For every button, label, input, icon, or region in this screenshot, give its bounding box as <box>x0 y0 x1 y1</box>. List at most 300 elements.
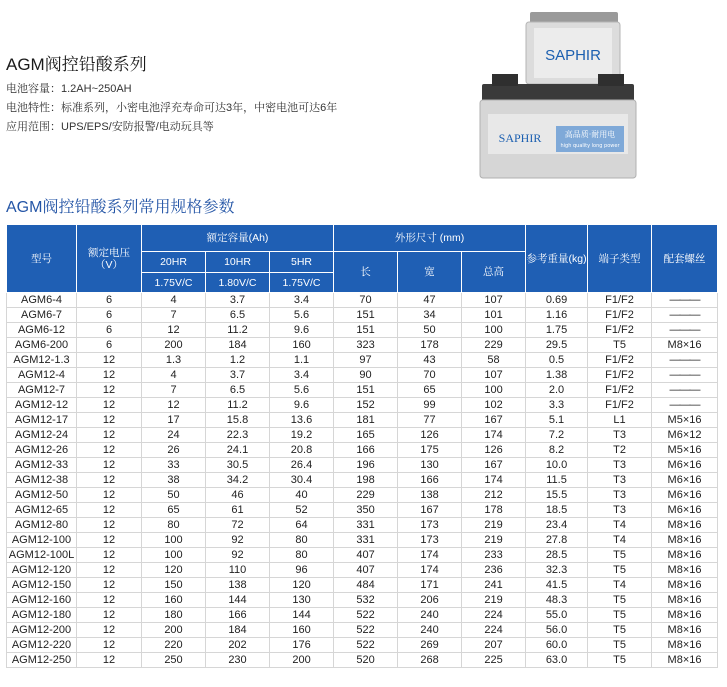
cell-height: 229 <box>462 338 526 353</box>
cell-width: 99 <box>398 398 462 413</box>
table-row <box>7 593 718 608</box>
cell-cap-10hr: 11.2 <box>206 398 270 413</box>
cell-model: AGM12-220 <box>7 638 77 653</box>
cell-cap-20hr: 12 <box>142 323 206 338</box>
cell-length: 90 <box>334 368 398 383</box>
cell-weight: 56.0 <box>526 623 588 638</box>
cell-length: 70 <box>334 293 398 308</box>
cell-terminal: T5 <box>588 638 652 653</box>
cell-cap-20hr: 50 <box>142 488 206 503</box>
cell-cap-20hr: 17 <box>142 413 206 428</box>
cell-length: 532 <box>334 593 398 608</box>
cell-cap-10hr: 144 <box>206 593 270 608</box>
cell-voltage: 12 <box>77 653 142 668</box>
cell-length: 166 <box>334 443 398 458</box>
cell-width: 47 <box>398 293 462 308</box>
cell-cap-10hr: 72 <box>206 518 270 533</box>
cell-screw: ——— <box>652 323 718 338</box>
cell-width: 126 <box>398 428 462 443</box>
cell-height: 178 <box>462 503 526 518</box>
cell-cap-10hr: 3.7 <box>206 368 270 383</box>
cell-model: AGM12-65 <box>7 503 77 518</box>
cell-model: AGM12-17 <box>7 413 77 428</box>
cell-length: 407 <box>334 548 398 563</box>
cell-cap-20hr: 150 <box>142 578 206 593</box>
cell-width: 173 <box>398 533 462 548</box>
cell-cap-5hr: 13.6 <box>270 413 334 428</box>
cell-voltage: 6 <box>77 308 142 323</box>
table-row <box>7 533 718 548</box>
section-title: AGM阀控铅酸系列常用规格参数 <box>6 199 235 216</box>
spec-table-body <box>7 293 718 668</box>
cell-weight: 48.3 <box>526 593 588 608</box>
cell-model: AGM6-12 <box>7 323 77 338</box>
cell-width: 240 <box>398 608 462 623</box>
cell-weight: 3.3 <box>526 398 588 413</box>
cell-terminal: F1/F2 <box>588 308 652 323</box>
cell-weight: 63.0 <box>526 653 588 668</box>
col-dimensions: 外形尺寸 (mm) <box>334 225 526 252</box>
cell-width: 65 <box>398 383 462 398</box>
cell-voltage: 12 <box>77 518 142 533</box>
cell-weight: 11.5 <box>526 473 588 488</box>
cell-height: 241 <box>462 578 526 593</box>
cell-screw: M8×16 <box>652 638 718 653</box>
cell-cap-10hr: 230 <box>206 653 270 668</box>
cell-width: 43 <box>398 353 462 368</box>
cell-width: 175 <box>398 443 462 458</box>
cell-screw: ——— <box>652 308 718 323</box>
cell-terminal: T5 <box>588 338 652 353</box>
cell-length: 407 <box>334 563 398 578</box>
cell-weight: 1.16 <box>526 308 588 323</box>
col-screw: 配套螺丝 <box>652 225 718 293</box>
cell-cap-5hr: 130 <box>270 593 334 608</box>
cell-width: 130 <box>398 458 462 473</box>
col-weight: 参考重量(kg) <box>526 225 588 293</box>
cell-cap-10hr: 184 <box>206 623 270 638</box>
cell-terminal: F1/F2 <box>588 383 652 398</box>
col-model: 型号 <box>7 225 77 293</box>
cell-model: AGM12-100 <box>7 533 77 548</box>
cell-voltage: 12 <box>77 533 142 548</box>
cell-voltage: 12 <box>77 563 142 578</box>
cell-cap-20hr: 220 <box>142 638 206 653</box>
cell-cap-5hr: 3.4 <box>270 368 334 383</box>
cell-length: 323 <box>334 338 398 353</box>
col-width: 宽 <box>398 252 462 293</box>
cell-width: 269 <box>398 638 462 653</box>
col-10hr-voltage: 1.80V/C <box>206 273 270 293</box>
cell-terminal: T2 <box>588 443 652 458</box>
cell-terminal: T5 <box>588 623 652 638</box>
cell-length: 152 <box>334 398 398 413</box>
cell-model: AGM12-50 <box>7 488 77 503</box>
cell-width: 138 <box>398 488 462 503</box>
cell-terminal: T3 <box>588 473 652 488</box>
cell-cap-5hr: 3.4 <box>270 293 334 308</box>
cell-terminal: T3 <box>588 503 652 518</box>
spec-table <box>6 224 718 668</box>
cell-voltage: 12 <box>77 548 142 563</box>
cell-terminal: T3 <box>588 488 652 503</box>
cell-cap-20hr: 33 <box>142 458 206 473</box>
cell-voltage: 12 <box>77 383 142 398</box>
table-row <box>7 548 718 563</box>
cell-height: 212 <box>462 488 526 503</box>
cell-cap-10hr: 15.8 <box>206 413 270 428</box>
cell-cap-10hr: 92 <box>206 533 270 548</box>
cell-length: 151 <box>334 323 398 338</box>
cell-cap-5hr: 9.6 <box>270 398 334 413</box>
cell-model: AGM12-33 <box>7 458 77 473</box>
cell-model: AGM12-160 <box>7 593 77 608</box>
col-length: 长 <box>334 252 398 293</box>
cell-width: 206 <box>398 593 462 608</box>
cell-length: 151 <box>334 383 398 398</box>
cell-cap-20hr: 100 <box>142 548 206 563</box>
col-10hr: 10HR <box>206 252 270 273</box>
cell-screw: M5×16 <box>652 413 718 428</box>
cell-screw: M8×16 <box>652 623 718 638</box>
cell-weight: 1.75 <box>526 323 588 338</box>
spec-capacity: 电池容量：1.2AH~250AH <box>6 83 132 95</box>
col-20hr: 20HR <box>142 252 206 273</box>
cell-length: 522 <box>334 608 398 623</box>
cell-height: 126 <box>462 443 526 458</box>
cell-voltage: 12 <box>77 593 142 608</box>
cell-cap-20hr: 4 <box>142 293 206 308</box>
cell-screw: M8×16 <box>652 608 718 623</box>
cell-model: AGM6-200 <box>7 338 77 353</box>
cell-width: 167 <box>398 503 462 518</box>
cell-cap-20hr: 7 <box>142 383 206 398</box>
cell-cap-10hr: 184 <box>206 338 270 353</box>
cell-weight: 41.5 <box>526 578 588 593</box>
cell-height: 100 <box>462 323 526 338</box>
cell-cap-10hr: 34.2 <box>206 473 270 488</box>
cell-cap-20hr: 200 <box>142 338 206 353</box>
col-20hr-voltage: 1.75V/C <box>142 273 206 293</box>
small-battery-brand: SAPHIR <box>545 47 601 64</box>
col-5hr-voltage: 1.75V/C <box>270 273 334 293</box>
cell-model: AGM12-1.3 <box>7 353 77 368</box>
cell-weight: 29.5 <box>526 338 588 353</box>
cell-length: 165 <box>334 428 398 443</box>
table-row <box>7 353 718 368</box>
cell-model: AGM12-250 <box>7 653 77 668</box>
cell-weight: 5.1 <box>526 413 588 428</box>
col-voltage: 额定电压（V） <box>77 225 142 293</box>
cell-screw: M6×16 <box>652 458 718 473</box>
cell-weight: 23.4 <box>526 518 588 533</box>
cell-terminal: T5 <box>588 608 652 623</box>
cell-weight: 0.5 <box>526 353 588 368</box>
cell-cap-5hr: 1.1 <box>270 353 334 368</box>
cell-cap-10hr: 3.7 <box>206 293 270 308</box>
table-row <box>7 503 718 518</box>
cell-screw: ——— <box>652 398 718 413</box>
cell-length: 484 <box>334 578 398 593</box>
large-battery-slogan-en: high quality long power <box>560 143 620 149</box>
cell-cap-5hr: 40 <box>270 488 334 503</box>
cell-model: AGM12-80 <box>7 518 77 533</box>
cell-terminal: F1/F2 <box>588 398 652 413</box>
cell-cap-5hr: 20.8 <box>270 443 334 458</box>
cell-screw: M8×16 <box>652 653 718 668</box>
cell-voltage: 12 <box>77 503 142 518</box>
cell-height: 102 <box>462 398 526 413</box>
cell-terminal: F1/F2 <box>588 293 652 308</box>
cell-screw: ——— <box>652 368 718 383</box>
cell-screw: M6×16 <box>652 503 718 518</box>
cell-screw: M8×16 <box>652 533 718 548</box>
cell-voltage: 12 <box>77 368 142 383</box>
cell-cap-10hr: 6.5 <box>206 383 270 398</box>
cell-cap-5hr: 120 <box>270 578 334 593</box>
cell-terminal: F1/F2 <box>588 323 652 338</box>
cell-height: 224 <box>462 623 526 638</box>
cell-cap-10hr: 6.5 <box>206 308 270 323</box>
col-terminal: 端子类型 <box>588 225 652 293</box>
cell-cap-20hr: 180 <box>142 608 206 623</box>
cell-screw: M5×16 <box>652 443 718 458</box>
cell-voltage: 6 <box>77 323 142 338</box>
cell-length: 97 <box>334 353 398 368</box>
cell-height: 219 <box>462 518 526 533</box>
cell-length: 331 <box>334 533 398 548</box>
cell-cap-10hr: 11.2 <box>206 323 270 338</box>
cell-terminal: T4 <box>588 518 652 533</box>
cell-weight: 55.0 <box>526 608 588 623</box>
cell-weight: 60.0 <box>526 638 588 653</box>
cell-terminal: F1/F2 <box>588 368 652 383</box>
cell-model: AGM12-38 <box>7 473 77 488</box>
cell-voltage: 12 <box>77 638 142 653</box>
cell-weight: 18.5 <box>526 503 588 518</box>
table-row <box>7 653 718 668</box>
cell-screw: M6×12 <box>652 428 718 443</box>
cell-length: 229 <box>334 488 398 503</box>
cell-cap-20hr: 200 <box>142 623 206 638</box>
cell-height: 233 <box>462 548 526 563</box>
cell-voltage: 12 <box>77 428 142 443</box>
cell-weight: 0.69 <box>526 293 588 308</box>
table-row <box>7 623 718 638</box>
table-row <box>7 413 718 428</box>
cell-width: 77 <box>398 413 462 428</box>
cell-screw: M8×16 <box>652 578 718 593</box>
large-battery-brand: SAPHIR <box>498 131 542 145</box>
cell-voltage: 12 <box>77 578 142 593</box>
battery-product-image <box>478 10 638 182</box>
cell-voltage: 6 <box>77 293 142 308</box>
cell-width: 240 <box>398 623 462 638</box>
cell-length: 181 <box>334 413 398 428</box>
cell-voltage: 12 <box>77 458 142 473</box>
cell-cap-5hr: 80 <box>270 548 334 563</box>
table-row <box>7 518 718 533</box>
cell-voltage: 12 <box>77 398 142 413</box>
table-row <box>7 323 718 338</box>
cell-voltage: 12 <box>77 413 142 428</box>
cell-height: 207 <box>462 638 526 653</box>
cell-cap-20hr: 80 <box>142 518 206 533</box>
table-row <box>7 608 718 623</box>
cell-width: 173 <box>398 518 462 533</box>
cell-weight: 8.2 <box>526 443 588 458</box>
spec-application: 应用范围：UPS/EPS/安防报警/电动玩具等 <box>6 121 214 133</box>
cell-width: 166 <box>398 473 462 488</box>
cell-weight: 1.38 <box>526 368 588 383</box>
cell-cap-5hr: 64 <box>270 518 334 533</box>
cell-width: 174 <box>398 563 462 578</box>
cell-cap-5hr: 26.4 <box>270 458 334 473</box>
cell-height: 101 <box>462 308 526 323</box>
cell-screw: M8×16 <box>652 548 718 563</box>
cell-height: 225 <box>462 653 526 668</box>
cell-voltage: 12 <box>77 353 142 368</box>
col-5hr: 5HR <box>270 252 334 273</box>
cell-cap-5hr: 52 <box>270 503 334 518</box>
cell-cap-10hr: 92 <box>206 548 270 563</box>
cell-screw: M8×16 <box>652 518 718 533</box>
cell-cap-20hr: 12 <box>142 398 206 413</box>
table-row <box>7 398 718 413</box>
cell-cap-10hr: 202 <box>206 638 270 653</box>
cell-cap-5hr: 160 <box>270 623 334 638</box>
cell-terminal: T4 <box>588 533 652 548</box>
cell-cap-10hr: 61 <box>206 503 270 518</box>
cell-screw: M8×16 <box>652 338 718 353</box>
cell-height: 107 <box>462 293 526 308</box>
cell-cap-10hr: 30.5 <box>206 458 270 473</box>
cell-width: 70 <box>398 368 462 383</box>
cell-cap-10hr: 138 <box>206 578 270 593</box>
cell-weight: 32.3 <box>526 563 588 578</box>
cell-terminal: L1 <box>588 413 652 428</box>
series-title: AGM阀控铅酸系列 <box>6 55 147 74</box>
cell-screw: M8×16 <box>652 563 718 578</box>
cell-cap-5hr: 144 <box>270 608 334 623</box>
cell-cap-10hr: 1.2 <box>206 353 270 368</box>
cell-cap-10hr: 22.3 <box>206 428 270 443</box>
cell-screw: M6×16 <box>652 473 718 488</box>
cell-cap-5hr: 96 <box>270 563 334 578</box>
cell-height: 174 <box>462 473 526 488</box>
cell-length: 331 <box>334 518 398 533</box>
col-capacity: 额定容量(Ah) <box>142 225 334 252</box>
cell-cap-20hr: 4 <box>142 368 206 383</box>
table-row <box>7 578 718 593</box>
cell-cap-5hr: 5.6 <box>270 308 334 323</box>
cell-length: 350 <box>334 503 398 518</box>
cell-height: 107 <box>462 368 526 383</box>
cell-height: 167 <box>462 413 526 428</box>
table-row <box>7 338 718 353</box>
table-row <box>7 383 718 398</box>
cell-cap-5hr: 9.6 <box>270 323 334 338</box>
cell-model: AGM12-26 <box>7 443 77 458</box>
cell-width: 50 <box>398 323 462 338</box>
cell-height: 236 <box>462 563 526 578</box>
table-row <box>7 443 718 458</box>
table-row <box>7 428 718 443</box>
cell-screw: ——— <box>652 353 718 368</box>
cell-voltage: 12 <box>77 473 142 488</box>
cell-model: AGM12-120 <box>7 563 77 578</box>
cell-weight: 2.0 <box>526 383 588 398</box>
cell-cap-20hr: 1.3 <box>142 353 206 368</box>
cell-screw: M6×16 <box>652 488 718 503</box>
cell-height: 174 <box>462 428 526 443</box>
table-row <box>7 473 718 488</box>
cell-length: 196 <box>334 458 398 473</box>
cell-cap-10hr: 166 <box>206 608 270 623</box>
cell-voltage: 12 <box>77 443 142 458</box>
cell-terminal: T5 <box>588 548 652 563</box>
cell-cap-5hr: 19.2 <box>270 428 334 443</box>
cell-terminal: T3 <box>588 458 652 473</box>
cell-terminal: T4 <box>588 578 652 593</box>
cell-length: 198 <box>334 473 398 488</box>
cell-screw: ——— <box>652 293 718 308</box>
cell-weight: 7.2 <box>526 428 588 443</box>
cell-cap-20hr: 38 <box>142 473 206 488</box>
table-row <box>7 308 718 323</box>
cell-length: 151 <box>334 308 398 323</box>
cell-height: 219 <box>462 533 526 548</box>
cell-model: AGM12-12 <box>7 398 77 413</box>
cell-cap-20hr: 100 <box>142 533 206 548</box>
cell-terminal: T5 <box>588 653 652 668</box>
cell-length: 520 <box>334 653 398 668</box>
cell-width: 174 <box>398 548 462 563</box>
cell-width: 178 <box>398 338 462 353</box>
cell-model: AGM12-7 <box>7 383 77 398</box>
cell-voltage: 6 <box>77 338 142 353</box>
table-row <box>7 368 718 383</box>
cell-height: 58 <box>462 353 526 368</box>
cell-length: 522 <box>334 623 398 638</box>
cell-cap-5hr: 160 <box>270 338 334 353</box>
spec-characteristics: 电池特性：标准系列，小密电池浮充寿命可达3年，中密电池可达6年 <box>6 102 338 114</box>
cell-screw: ——— <box>652 383 718 398</box>
cell-model: AGM12-180 <box>7 608 77 623</box>
cell-model: AGM12-4 <box>7 368 77 383</box>
cell-model: AGM6-4 <box>7 293 77 308</box>
cell-cap-5hr: 200 <box>270 653 334 668</box>
cell-length: 522 <box>334 638 398 653</box>
cell-weight: 27.8 <box>526 533 588 548</box>
cell-weight: 15.5 <box>526 488 588 503</box>
cell-model: AGM12-200 <box>7 623 77 638</box>
cell-cap-20hr: 120 <box>142 563 206 578</box>
table-row <box>7 638 718 653</box>
cell-cap-20hr: 26 <box>142 443 206 458</box>
cell-terminal: T5 <box>588 563 652 578</box>
table-row <box>7 458 718 473</box>
cell-cap-5hr: 80 <box>270 533 334 548</box>
cell-voltage: 12 <box>77 623 142 638</box>
cell-height: 100 <box>462 383 526 398</box>
cell-model: AGM12-150 <box>7 578 77 593</box>
cell-cap-5hr: 30.4 <box>270 473 334 488</box>
cell-model: AGM12-24 <box>7 428 77 443</box>
cell-width: 34 <box>398 308 462 323</box>
cell-height: 219 <box>462 593 526 608</box>
cell-terminal: T3 <box>588 428 652 443</box>
